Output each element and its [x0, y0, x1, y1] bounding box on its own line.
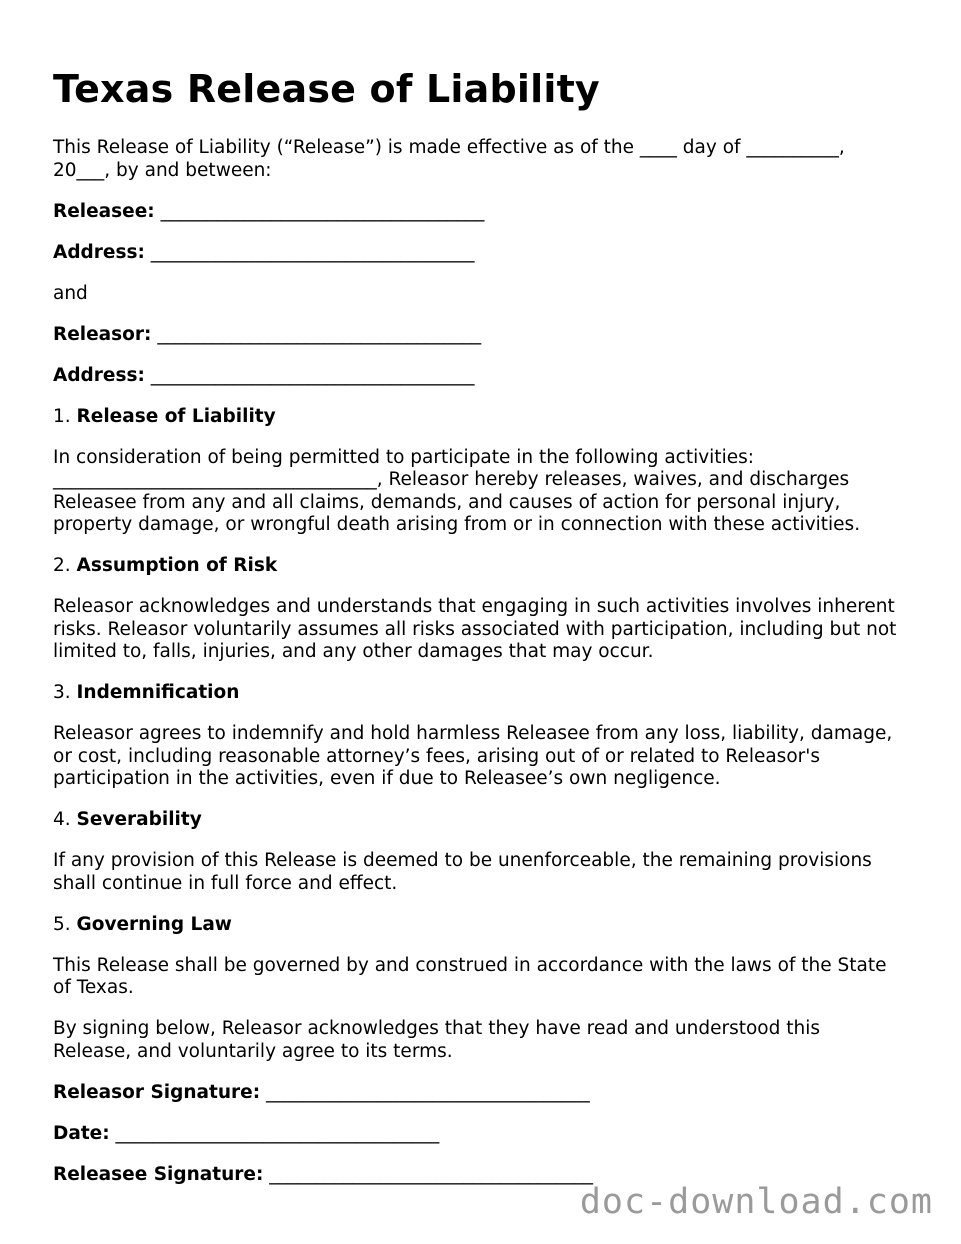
releasee-signature-blank: ___________________________________ [269, 1163, 593, 1185]
intro-line-2: 20___, by and between: [53, 159, 272, 181]
section-body [53, 596, 923, 664]
section-body-line: or cost, including reasonable attorney’s fees, arising out of or related to Releasor's [53, 745, 820, 767]
document-title: Texas Release of Liability [53, 67, 600, 111]
closing-paragraph [53, 1018, 923, 1063]
closing-line-1: By signing below, Releasor acknowledges that they have read and understood this [53, 1018, 820, 1039]
section-body-line: This Release shall be governed by and construed in accordance with the laws of the State [53, 954, 887, 976]
date-field [53, 1123, 923, 1146]
releasee-blank: ___________________________________ [160, 200, 485, 222]
section-body-line: of Texas. [53, 977, 134, 998]
section-title: Indemnification [76, 682, 240, 703]
section-heading [53, 914, 923, 937]
intro-line-1: This Release of Liability (“Release”) is made effective as of the ____ day of __________, [53, 137, 845, 158]
section-title: Governing Law [76, 913, 232, 935]
releasee-field [53, 201, 923, 224]
closing-line-2: Release, and voluntarily agree to its terms. [53, 1040, 453, 1062]
releasor-field [53, 324, 923, 347]
section-number: 3. [53, 682, 71, 703]
section-body-line: risks. Releasor voluntarily assumes all risks associated with participation, including but not [53, 618, 897, 640]
section-number: 1. [53, 405, 71, 427]
section-heading [53, 682, 923, 705]
releasor-blank: ___________________________________ [157, 323, 482, 345]
releasor-label: Releasor: [53, 323, 152, 345]
releasee-address-label: Address: [53, 241, 145, 263]
section-number: 2. [53, 555, 71, 576]
section-body [53, 850, 923, 895]
section-body-line: ___________________________________, Releasor hereby releases, waives, and discharges [53, 469, 850, 490]
releasee-address-blank: ___________________________________ [150, 241, 475, 263]
section-heading [53, 809, 923, 832]
section-body [53, 447, 923, 537]
section-body-line: Releasor agrees to indemnify and hold harmless Releasee from any loss, liability, damage, [53, 723, 893, 744]
document-page [53, 66, 923, 1205]
section-title: Assumption of Risk [76, 555, 278, 576]
releasor-address-field [53, 365, 923, 388]
and-text: and [53, 282, 88, 304]
section-title: Severability [76, 809, 202, 830]
section-body-line: participation in the activities, even if due to Releasee’s own negligence. [53, 768, 721, 789]
section-body-line: shall continue in full force and effect. [53, 872, 398, 894]
releasor-signature-label: Releasor Signature: [53, 1081, 261, 1103]
section-number: 5. [53, 913, 71, 935]
releasor-address-label: Address: [53, 364, 145, 386]
releasee-label: Releasee: [53, 200, 155, 222]
section-body [53, 955, 923, 1000]
date-blank: ___________________________________ [115, 1122, 440, 1144]
section-body-line: Releasee from any and all claims, demands, and causes of action for personal injury, [53, 491, 841, 513]
section-heading [53, 406, 923, 429]
section-body [53, 723, 923, 791]
section-body-line: limited to, falls, injuries, and any other damages that may occur. [53, 641, 654, 662]
watermark-text: doc-download.com [579, 1182, 933, 1222]
section-body-line: In consideration of being permitted to participate in the following activities: [53, 446, 754, 468]
section-body-line: If any provision of this Release is deemed to be unenforceable, the remaining provisions [53, 850, 872, 871]
section-body-line: Releasor acknowledges and understands that engaging in such activities involves inherent [53, 596, 895, 617]
section-heading [53, 555, 923, 578]
releasee-signature-label: Releasee Signature: [53, 1163, 264, 1185]
intro-paragraph [53, 137, 923, 182]
section-number: 4. [53, 809, 71, 830]
date-label: Date: [53, 1122, 110, 1144]
section-body-line: property damage, or wrongful death arising from or in connection with these activities. [53, 514, 861, 535]
releasor-signature-field [53, 1082, 923, 1105]
section-title: Release of Liability [76, 405, 276, 427]
releasee-address-field [53, 242, 923, 265]
releasor-signature-blank: ___________________________________ [266, 1081, 590, 1103]
releasor-address-blank: ___________________________________ [150, 364, 475, 386]
